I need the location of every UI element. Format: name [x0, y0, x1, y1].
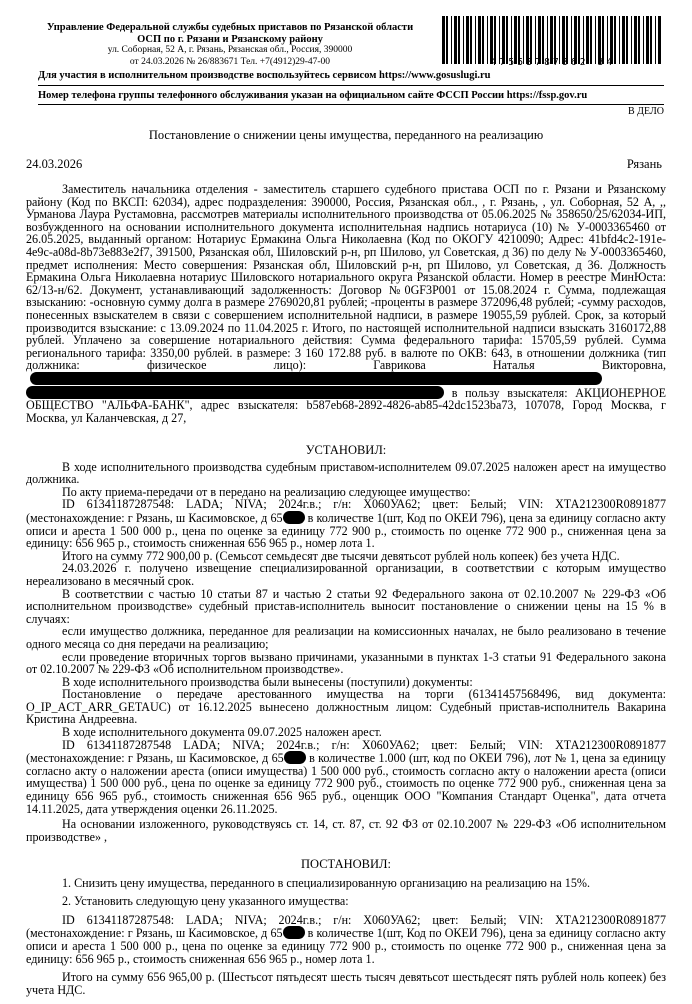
post-paragraph: 1. Снизить цену имущества, переданного в специализированную организацию на реализацию на 15%.	[62, 875, 590, 890]
property-text: в количестве 1(шт, Код по ОКЕИ 796), цена за единицу согласно акту описи и ареста 1 500 000 р., цена по оценке за единицу 772 900 р., стоимость по оценке 772 900 р., сниженная цена за единицу: 656 965 р., стоимость сниженная 656 965 р., номер лота 1.	[26, 926, 666, 966]
post-paragraph: 2. Установить следующую цену указанного имущества:	[62, 894, 349, 909]
postanovil-section	[26, 858, 666, 996]
ust-paragraph: если имущество должника, переданное для реализации на комиссионных началах, не было реализовано в течение одного месяца со дня передачи на реализацию;	[26, 624, 666, 651]
redaction-block	[26, 386, 444, 399]
document-city: Рязань	[626, 157, 662, 171]
post-paragraph	[26, 914, 666, 965]
ustanovil-section	[26, 444, 666, 843]
redaction-block	[284, 751, 306, 764]
ust-paragraph: В ходе исполнительного производства были вынесены (поступили) документы:	[62, 674, 473, 689]
issuer-org-line2: ОСП по г. Рязани и Рязанскому району	[137, 33, 323, 45]
property-text: ID 61341187287548: LADA; NIVA; 2024г.в.; г/н: Х060УА62; цвет: Белый; VIN: ХТА212300R0891877 (местонахождение: г Рязань, ш Касимовское, д 65	[26, 912, 666, 941]
barcode-number: 47553787862 34	[490, 57, 616, 68]
property-text: в количестве 1.000 (шт, код по ОКЕИ 796), лот № 1, цена за единицу согласно акту о наложении ареста (описи имущества) 1 500 000 руб., стоимость согласно акту о наложении ареста (описи имущества) 1 500 000 руб., цена по оценке за единицу 772 900 руб., стоимость по оценке 772 900 руб., сниженная цена за единицу 656 965 руб., стоимость сниженная 656 965 руб., оценщик ООО "Компания Стандарт Оценка", дата отчета 14.11.2025, дата утверждения оценки 26.11.2025.	[26, 751, 666, 816]
header-divider-1	[38, 85, 664, 86]
ust-paragraph: В ходе исполнительного производства судебным приставом-исполнителем 09.07.2025 наложен арест на имущество должника.	[26, 459, 666, 487]
issuer-address: ул. Соборная, 52 А, г. Рязань, Рязанская обл., Россия, 390000	[107, 45, 353, 55]
ust-paragraph	[26, 739, 666, 816]
intro-tail-text: в пользу взыскателя: АКЦИОНЕРНОЕ ОБЩЕСТВО "АЛЬФА-БАНК", адрес взыскателя: b587eb68-2892-4826-ab85-42dc1523ba73, 107078, Город Москва, г Москва, ул Каланчевская, д 27,	[26, 385, 666, 425]
intro-paragraph	[26, 183, 666, 424]
redaction-block	[283, 511, 305, 524]
document-date: 24.03.2026	[26, 157, 83, 171]
issuer-date-ref: от 24.03.2026 № 26/883671 Тел. +7(4912)29-47-00	[129, 56, 331, 67]
ust-paragraph: В соответствии с частью 10 статьи 87 и частью 2 статьи 92 Федерального закона от 02.10.2007 № 229-ФЗ «Об исполнительном производстве» судебный пристав-исполнитель выносит постановление о снижении цены на 15 % в случаях:	[26, 586, 666, 626]
gosuslugi-note: Для участия в исполнительном производстве воспользуйтесь сервисом https://www.gosuslugi.ru	[38, 70, 491, 81]
issuer-header	[30, 22, 430, 68]
header-divider-2	[38, 104, 664, 105]
ust-paragraph: 24.03.2026 г. получено извещение специализированной организации, в соответствии с которым имущество нереализовано в месячный срок.	[26, 561, 666, 588]
post-paragraph: Итого на сумму 656 965,00 р. (Шестьсот пятьдесят шесть тысяч девятьсот шестьдесят пять рублей ноль копеек) без учета НДС.	[26, 970, 666, 997]
property-text: ID 61341187287548 LADA; NIVA; 2024г.в.; г/н: Х060УА62; цвет: Белый; VIN: ХТА212300R0891877 (местонахождение: г Рязань, ш Касимовское, д 65	[26, 737, 666, 766]
ust-paragraph: На основании изложенного, руководствуясь ст. 14, ст. 87, ст. 92 ФЗ от 02.10.2007 № 229-ФЗ «Об исполнительном производстве» ,	[26, 817, 666, 844]
ust-paragraph: Итого на сумму 772 900,00 р. (Семьсот семьдесят две тысячи девятьсот рублей ноль копеек) без учета НДС.	[62, 548, 620, 563]
ust-paragraph: В ходе исполнительного документа 09.07.2025 наложен арест.	[62, 725, 382, 740]
redaction-block	[30, 372, 602, 385]
ust-paragraph	[26, 498, 666, 549]
property-text: в количестве 1(шт, Код по ОКЕИ 796), цена за единицу согласно акту описи и ареста 1 500 000 р., цена по оценке за единицу 772 900 р., стоимость по оценке 772 900 р., сниженная цена за единицу: 656 965 р., стоимость сниженная 656 965 р., номер лота 1.	[26, 510, 666, 551]
issuer-org-line1: Управление Федеральной службы судебных приставов по Рязанской области	[46, 22, 414, 33]
property-text: ID 61341187287548: LADA; NIVA; 2024г.в.; г/н: Х060УА62; цвет: Белый; VIN: ХТА212300R0891877 (местонахождение: г Рязань, ш Касимовское, д 65	[26, 497, 666, 525]
ust-paragraph: По акту приема-передачи от в передано на реализацию следующее имущество:	[62, 484, 471, 499]
document-title: Постановление о снижении цены имущества, переданного на реализацию	[148, 128, 544, 142]
ustanovil-heading: УСТАНОВИЛ:	[305, 443, 387, 457]
intro-text: Заместитель начальника отделения - заместитель старшего судебного пристава ОСП по г. Рязани и Рязанскому району (Код по ВКСП: 62034), адрес подразделения: 390000, Россия, Рязанская обл., , г. Рязань, , ул. Соборная, 52 А, ,, Урманова Лаура Рустамовна, рассмотрев материалы исполнительного производства от 05.06.2025 № 358650/25/62034-ИП, возбужденного на основании исполнительного документа исполнительная надпись нотариуса (10) № У-0003365460 от 26.05.2025, выданный органом: Нотариус Ермакина Ольга Николаевна (Код по ОКОГУ 4210090; Адрес: 41bfd4c2-191e-4e9c-a08d-8b73e883e2f7, 391500, Рязанская обл, Шиловский р-н, рп Шилово, ул Советская, д 36) по делу № У-0003365460, предмет исполнения: Место совершения: Рязанская обл, Шиловский р-н, рп Шилово, ул Советская, д 36. Должность Ермакина Ольга Николаевна нотариус Шиловского нотариального округа Рязанской области. Номер в реестре МинЮста: 62/13-н/62. Документ, устанавливающий задолженность: Договор №0GF3P001 от 15.08.2024 г. Сумма, подлежащая взысканию: -основную сумму долга в размере 2769020,81 рублей; -проценты в размере 372096,48 рублей; -сумму расходов, понесенных взыскателем в связи с совершением исполнительной надписи, в размере 19055,59 рублей. Срок, за который производится взыскание: с 13.09.2024 по 11.04.2025 г. Итого, по настоящей исполнительной надписи взыскать 3160172,88 рублей. Уплачено за совершение нотариального действия: Сумма федерального тарифа: 15705,59 рублей. Сумма регионального тарифа: 3350,00 рублей. в размере: 3 160 172.88 руб. в валюте по ОКВ: 643, в отношении должника (тип должника: физическое лицо): Гаврикова Наталья Викторовна,	[26, 182, 666, 373]
phone-note: Номер телефона группы телефонного обслуживания указан на официальном сайте ФССП России https://fssp.gov.ru	[38, 90, 588, 101]
redaction-block	[283, 926, 305, 939]
postanovil-heading: ПОСТАНОВИЛ:	[301, 857, 391, 871]
delo-mark: В ДЕЛО	[628, 106, 664, 117]
ust-paragraph: Постановление о передаче арестованного имущества на торги (61341457568496, вид документа: O_IP_ACT_ARR_GETAUC) от 16.12.2025 вынесено должностным лицом: Судебный пристав-исполнитель Вакарина Кристина Андреевна.	[26, 687, 666, 727]
ust-paragraph: если проведение вторичных торгов вызвано причинами, указанными в пунктах 1-3 статьи 91 Федерального закона от 02.10.2007 № 229-ФЗ «Об исполнительном производстве».	[26, 649, 666, 677]
intro-section	[26, 183, 666, 424]
